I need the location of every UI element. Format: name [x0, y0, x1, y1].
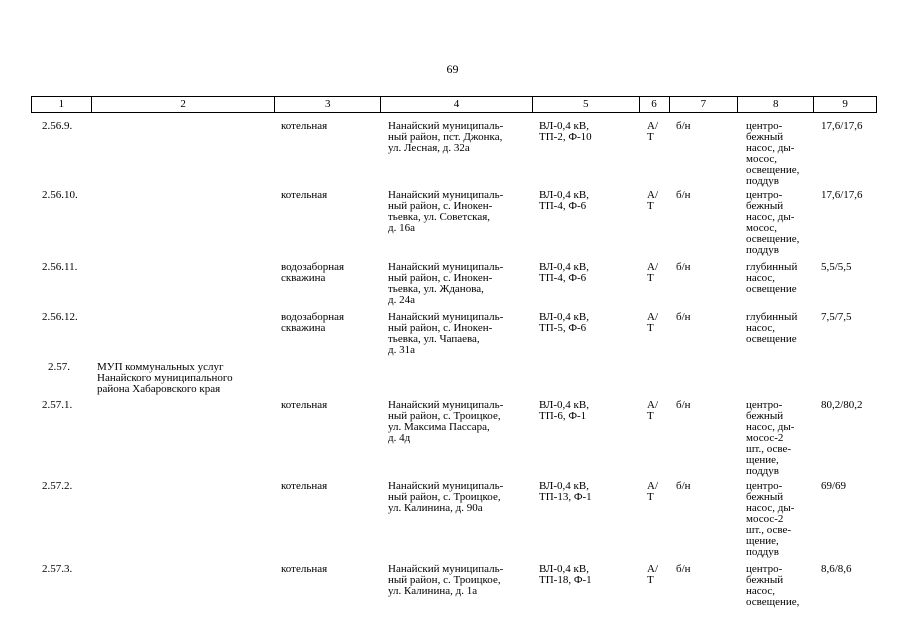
- object-address: Нанайский муниципаль- ный район, с. Троицкое, ул. Максима Пассара, д. 4д: [388, 399, 504, 444]
- header-col-7: 7: [670, 97, 739, 112]
- meter: б/н: [676, 311, 691, 323]
- header-col-2: 2: [92, 97, 276, 112]
- object-name: котельная: [281, 399, 328, 411]
- object-name: водозаборная скважина: [281, 311, 345, 334]
- header-col-3: 3: [275, 97, 381, 112]
- meter: б/н: [676, 563, 691, 575]
- equipment: центро- бежный насос, ды- мосос-2 шт., осве- щение, поддув: [746, 480, 795, 558]
- category: А/ Т: [647, 480, 658, 503]
- meter: б/н: [676, 480, 691, 492]
- row-number: 2.56.11.: [42, 261, 78, 273]
- object-address: Нанайский муниципаль- ный район, с. Инокен- тьевка, ул. Жданова, д. 24а: [388, 261, 504, 306]
- power-line: ВЛ-0,4 кВ, ТП-18, Ф-1: [539, 563, 592, 586]
- meter: б/н: [676, 120, 691, 132]
- row-number: 2.56.9.: [42, 120, 73, 132]
- category: А/ Т: [647, 399, 658, 422]
- equipment: центро- бежный насос, ды- мосос, освещение, поддув: [746, 189, 800, 256]
- header-col-4: 4: [381, 97, 533, 112]
- category: А/ Т: [647, 563, 658, 586]
- row-number: 2.56.10.: [42, 189, 78, 201]
- power-line: ВЛ-0,4 кВ, ТП-4, Ф-6: [539, 189, 589, 212]
- row-number: 2.57.1.: [42, 399, 73, 411]
- power-line: ВЛ-0,4 кВ, ТП-2, Ф-10: [539, 120, 592, 143]
- power-value: 8,6/8,6: [821, 563, 852, 575]
- object-name: котельная: [281, 189, 328, 201]
- object-name: котельная: [281, 563, 328, 575]
- equipment: центро- бежный насос, ды- мосос-2 шт., осве- щение, поддув: [746, 399, 795, 477]
- row-number: 2.57.2.: [42, 480, 73, 492]
- object-address: Нанайский муниципаль- ный район, пст. Джонка, ул. Лесная, д. 32а: [388, 120, 504, 154]
- equipment: глубинный насос, освещение: [746, 261, 798, 295]
- power-line: ВЛ-0,4 кВ, ТП-5, Ф-6: [539, 311, 589, 334]
- header-col-8: 8: [738, 97, 814, 112]
- power-value: 17,6/17,6: [821, 189, 863, 201]
- meter: б/н: [676, 261, 691, 273]
- power-value: 80,2/80,2: [821, 399, 863, 411]
- organization-name: МУП коммунальных услуг Нанайского муниципального района Хабаровского края: [97, 361, 233, 395]
- equipment: центро- бежный насос, ды- мосос, освещение, поддув: [746, 120, 800, 187]
- object-name: водозаборная скважина: [281, 261, 345, 284]
- category: А/ Т: [647, 261, 658, 284]
- object-name: котельная: [281, 120, 328, 132]
- power-value: 17,6/17,6: [821, 120, 863, 132]
- power-line: ВЛ-0,4 кВ, ТП-6, Ф-1: [539, 399, 589, 422]
- power-line: ВЛ-0,4 кВ, ТП-13, Ф-1: [539, 480, 592, 503]
- meter: б/н: [676, 399, 691, 411]
- header-col-5: 5: [533, 97, 640, 112]
- power-line: ВЛ-0,4 кВ, ТП-4, Ф-6: [539, 261, 589, 284]
- object-name: котельная: [281, 480, 328, 492]
- object-address: Нанайский муниципаль- ный район, с. Инокен- тьевка, ул. Чапаева, д. 31а: [388, 311, 504, 356]
- header-col-6: 6: [640, 97, 670, 112]
- equipment: глубинный насос, освещение: [746, 311, 798, 345]
- power-value: 5,5/5,5: [821, 261, 852, 273]
- category: А/ Т: [647, 120, 658, 143]
- power-value: 69/69: [821, 480, 847, 492]
- meter: б/н: [676, 189, 691, 201]
- header-col-9: 9: [842, 98, 848, 110]
- category: А/ Т: [647, 189, 658, 212]
- category: А/ Т: [647, 311, 658, 334]
- row-number: 2.56.12.: [42, 311, 78, 323]
- row-number: 2.57.3.: [42, 563, 73, 575]
- row-number: 2.57.: [48, 361, 70, 373]
- equipment: центро- бежный насос, освещение,: [746, 563, 800, 608]
- object-address: Нанайский муниципаль- ный район, с. Троицкое, ул. Калинина, д. 1а: [388, 563, 504, 597]
- header-col-1: 1: [32, 97, 92, 112]
- power-value: 7,5/7,5: [821, 311, 852, 323]
- object-address: Нанайский муниципаль- ный район, с. Инокен- тьевка, ул. Советская, д. 16а: [388, 189, 504, 234]
- table-header: [31, 96, 877, 113]
- object-address: Нанайский муниципаль- ный район, с. Троицкое, ул. Калинина, д. 90а: [388, 480, 504, 514]
- page-number: 69: [446, 62, 459, 76]
